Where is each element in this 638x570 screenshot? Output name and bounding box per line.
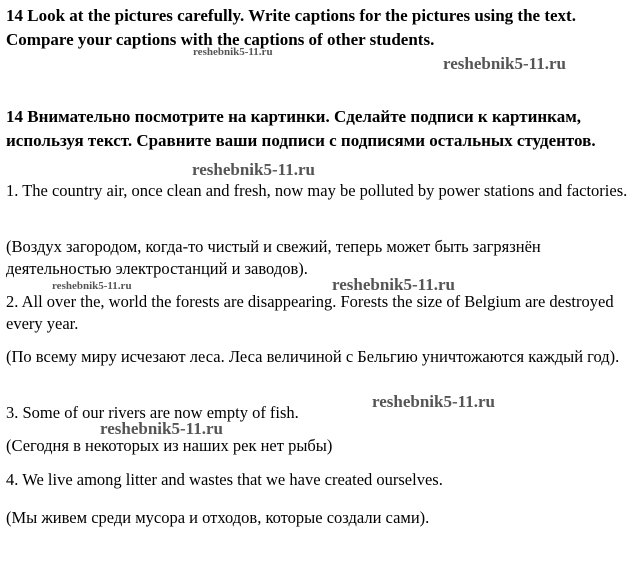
item-4-en: 4. We live among litter and wastes that we have created ourselves. [6, 470, 443, 489]
watermark: reshebnik5-11.ru [193, 46, 273, 58]
watermark: reshebnik5-11.ru [52, 280, 132, 292]
watermark: reshebnik5-11.ru [100, 419, 223, 438]
item-1-ru: (Воздух загородом, когда-то чистый и свежий, теперь может быть загрязнён деятельностью электростанций и заводов). [6, 237, 541, 278]
task-heading-ru: 14 Внимательно посмотрите на картинки. Сделайте подписи к картинкам, используя текст. Сравните ваши подписи с подписями остальных студентов. [6, 107, 596, 150]
watermark: reshebnik5-11.ru [192, 160, 315, 179]
item-3-ru: (Сегодня в некоторых из наших рек нет рыбы) [6, 436, 333, 455]
item-1-en: 1. The country air, once clean and fresh, now may be polluted by power stations and factories. [6, 181, 628, 200]
task-heading-en: 14 Look at the pictures carefully. Write captions for the pictures using the text. Compare your captions with the captions of other students. [6, 6, 576, 49]
item-2-en: 2. All over the, world the forests are disappearing. Forests the size of Belgium are destroyed every year. [6, 292, 614, 333]
item-4-ru: (Мы живем среди мусора и отходов, которые создали сами). [6, 508, 430, 527]
watermark: reshebnik5-11.ru [332, 275, 455, 294]
watermark: reshebnik5-11.ru [443, 54, 566, 73]
watermark: reshebnik5-11.ru [372, 392, 495, 411]
item-2-ru: (По всему миру исчезают леса. Леса величиной с Бельгию уничтожаются каждый год). [6, 347, 620, 366]
item-3-en: 3. Some of our rivers are now empty of fish. [6, 403, 299, 422]
